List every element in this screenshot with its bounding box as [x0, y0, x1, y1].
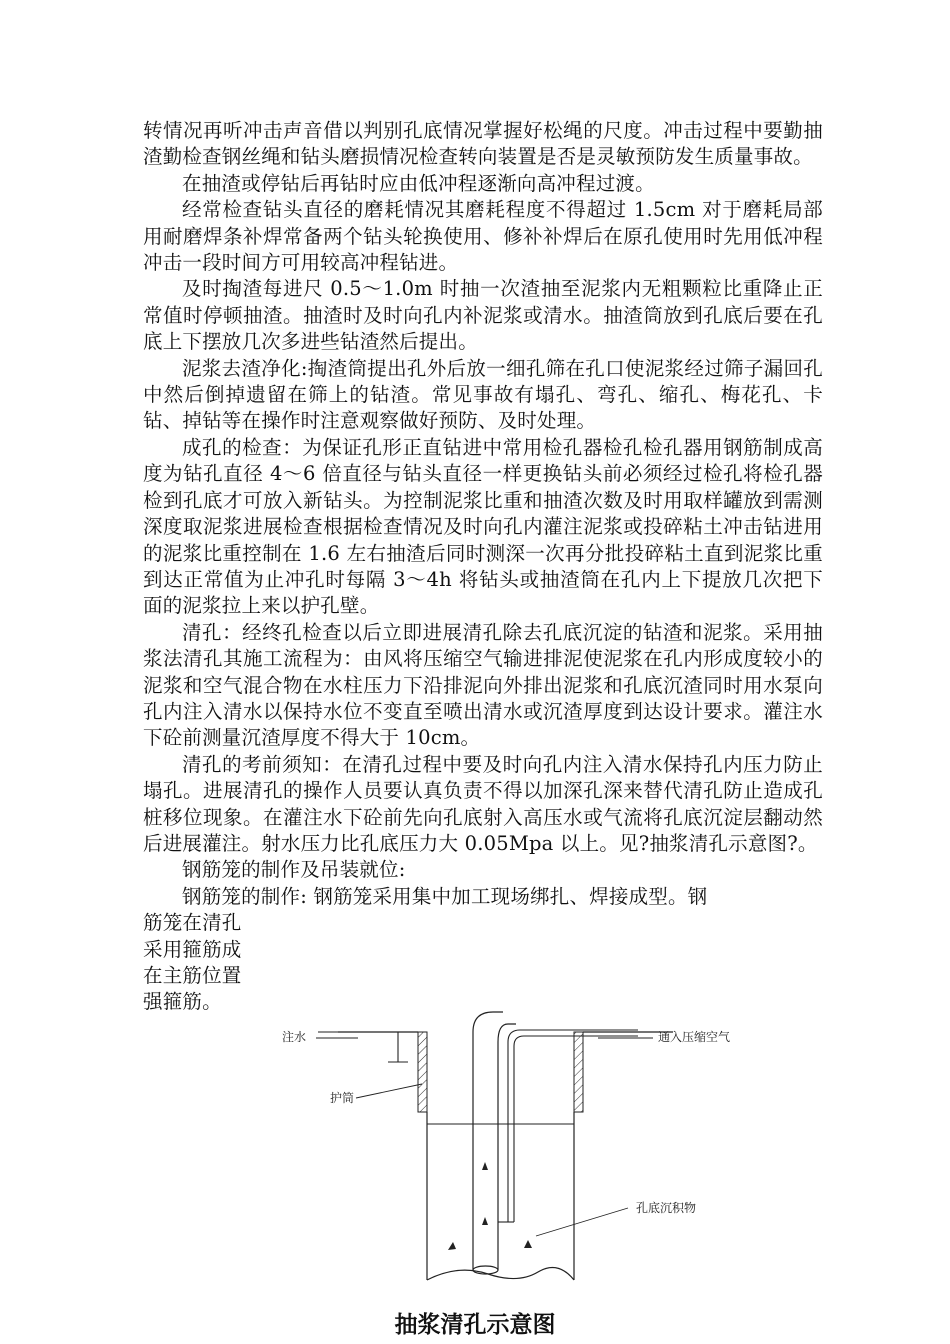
air-supply-pipe [498, 1030, 638, 1222]
paragraph: 泥浆去渣净化:掏渣筒提出孔外后放一细孔筛在孔口使泥浆经过筛子漏回孔中然后倒掉遗留在筛上的钻渣。常见事故有塌孔、弯孔、缩孔、梅花孔、卡钻、掉钻等在操作时注意观察做好预防、及时处理。 [143, 356, 823, 433]
paragraph: 经常检查钻头直径的磨耗情况其磨耗程度不得超过 1.5cm 对于磨耗局部用耐磨焊条补焊常备两个钻头轮换使用、修补补焊后在原孔使用时先用低冲程冲击一段时间方可用较高冲程钻进。 [143, 198, 823, 275]
casing-left-wall [418, 1032, 427, 1112]
borehole-walls [427, 1112, 574, 1280]
paragraph: 成孔的检查：为保证孔形正直钻进中常用检孔器检孔检孔器用钢筋制成高度为钻孔直径 4～6 倍直径与钻头直径一样更换钻头前必须经过检孔将检孔器检到孔底才可放入新钻头。为控制泥浆比重和抽渣次数及时用取样罐放到需测深度取泥浆进展检查根据检查情况及时向孔内灌注泥浆或投碎粘土冲击钻进用的泥浆比重控制在 1.6 左右抽渣后同时测深一次再分批投碎粘土直到泥浆比重到达正常值为止冲孔时每隔 3～4h 将钻头或抽渣筒在孔内上下提放几次把下面的泥浆拉上来以护孔壁。 [143, 435, 823, 618]
paragraph: 钢筋笼的制作: 钢筋笼采用集中加工现场绑扎、焊接成型。钢 [182, 884, 708, 908]
air-in-label: 通入压缩空气 [658, 1030, 731, 1044]
occluded-line: 强箍筋。 [143, 990, 222, 1014]
sediment-label: 孔底沉积物 [636, 1201, 697, 1215]
paragraph: 清孔的考前须知：在清孔过程中要及时向孔内注入清水保持孔内压力防止塌孔。进展清孔的操作人员要认真负责不得以加深孔深来替代清孔防止造成孔桩移位现象。在灌注水下砼前先向孔底射入高压水或气流将孔底沉淀层翻动然后进展灌注。射水压力比孔底压力大 0.05Mpa 以上。见?抽浆清孔示意图?。 [143, 752, 823, 855]
leader-lines [316, 1038, 653, 1236]
occluded-paragraph [143, 910, 823, 1016]
figure-caption: 抽浆清孔示意图 [394, 1312, 556, 1338]
document-body [143, 118, 823, 1016]
water-inlet-pipe [318, 1032, 408, 1062]
casing-right-wall [574, 1032, 583, 1112]
paragraph: 在抽渣或停钻后再钻时应由低冲程逐渐向高冲程过渡。 [182, 171, 655, 195]
occluded-line: 采用箍筋成 [143, 937, 242, 961]
occluded-line: 在主筋位置 [143, 964, 242, 987]
flow-arrows [448, 1162, 532, 1250]
paragraph: 清孔：经终孔检查以后立即进展清孔除去孔底沉淀的钻渣和泥浆。采用抽浆法清孔其施工流程为：由风将压缩空气输进排泥使泥浆在孔内形成度较小的泥浆和空气混合物在水柱压力下沿排泥向外排出泥浆和孔底沉渣同时用水泵向孔内注入清水以保持水位不变直至喷出清水或沉渣厚度到达设计要求。灌注水下砼前测量沉渣厚度不得大于 10cm。 [143, 620, 823, 750]
casing-label: 护筒 [330, 1091, 355, 1105]
discharge-pipe [473, 1012, 516, 1274]
airlift-cleaning-diagram [258, 1002, 838, 1307]
water-in-label: 注水 [282, 1030, 307, 1044]
paragraph: 及时掏渣每进尺 0.5～1.0m 时抽一次渣抽至泥浆内无粗颗粒比重降止正常值时停顿抽渣。抽渣时及时向孔内补泥浆或清水。抽渣筒放到孔底后要在孔底上下摆放几次多进些钻渣然后提出。 [143, 277, 823, 354]
occluded-line: 筋笼在清孔 [143, 911, 242, 935]
paragraph: 钢筋笼的制作及吊装就位: [182, 858, 406, 882]
paragraph: 转情况再听冲击声音借以判别孔底情况掌握好松绳的尺度。冲击过程中要勤抽渣勤检查钢丝绳和钻头磨损情况检查转向装置是否是灵敏预防发生质量事故。 [143, 119, 823, 169]
